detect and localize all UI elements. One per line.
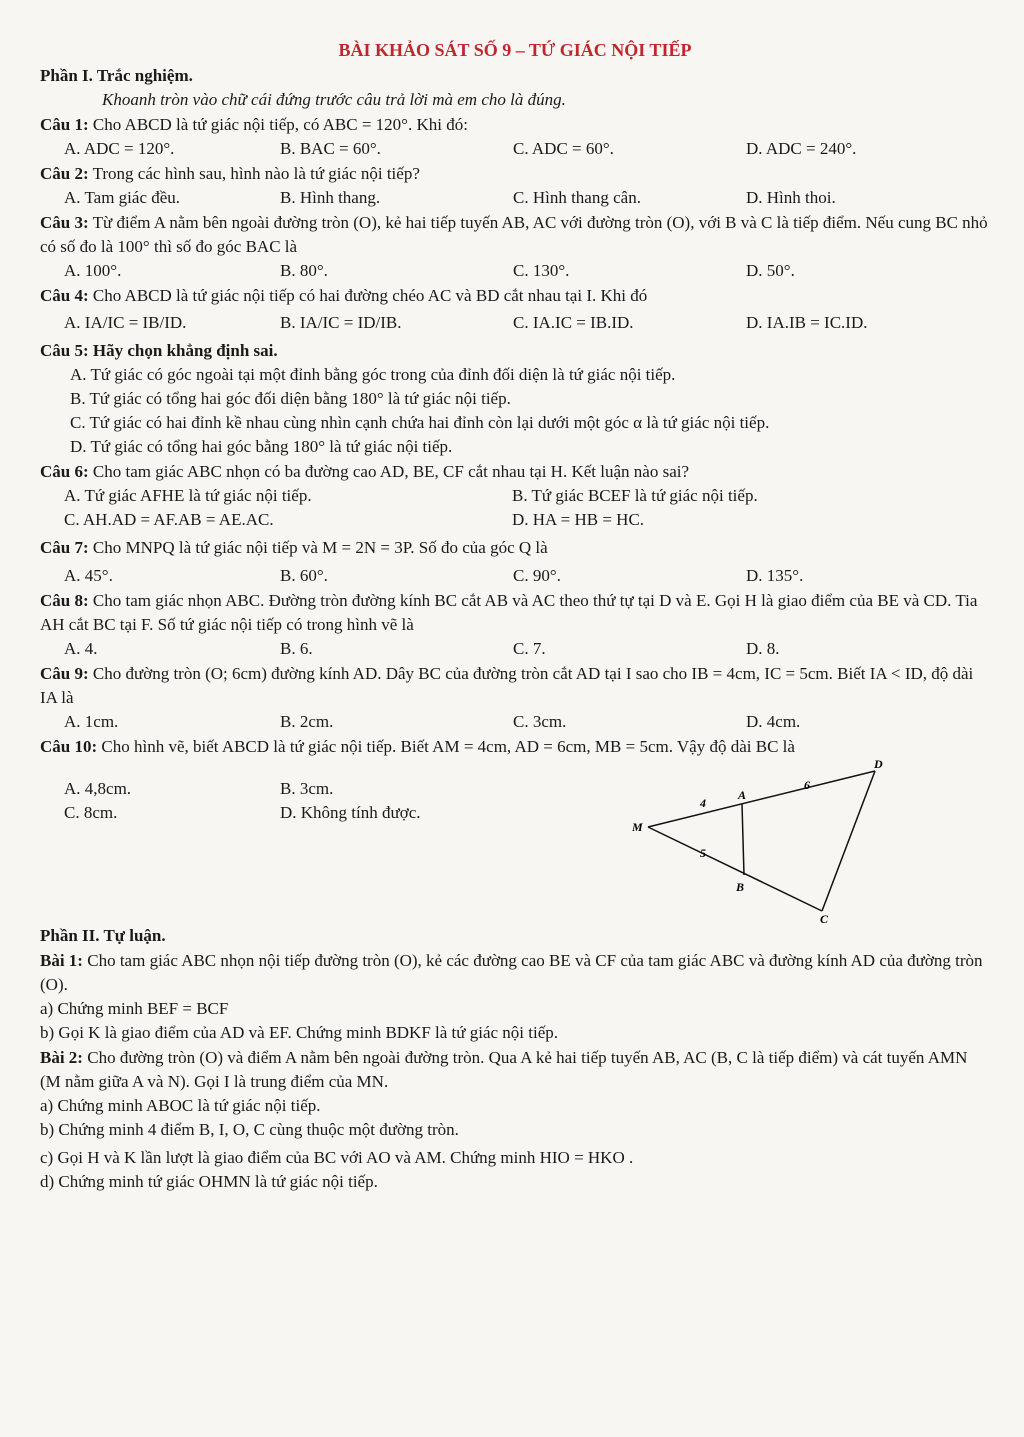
- option-b[interactable]: B. BAC = 60°.: [280, 139, 381, 158]
- option-b[interactable]: B. IA/IC = ID/IB.: [280, 313, 402, 332]
- option-d[interactable]: D. 8.: [746, 639, 780, 658]
- bai-2: [40, 1046, 990, 1094]
- option-d[interactable]: D. Không tính được.: [280, 803, 421, 822]
- segment-dc: [822, 771, 875, 911]
- worksheet-page: [40, 38, 990, 1194]
- question-6-options-row2: [40, 508, 990, 532]
- option-c[interactable]: C. IA.IC = IB.ID.: [513, 313, 634, 332]
- question-label: Câu 5:: [40, 341, 89, 360]
- segment-ab: [742, 804, 744, 875]
- option-a[interactable]: A. Tam giác đều.: [64, 188, 181, 207]
- question-7: [40, 536, 990, 560]
- option-a[interactable]: A. Tứ giác có góc ngoài tại một đỉnh bằng góc trong của đỉnh đối diện là tứ giác nội tiếp.: [70, 365, 676, 384]
- question-3: [40, 211, 990, 259]
- question-2-options: [40, 186, 990, 210]
- question-text: Trong các hình sau, hình nào là tứ giác nội tiếp?: [92, 164, 420, 183]
- option-c[interactable]: C. 130°.: [513, 261, 570, 280]
- bai-2-part-b: b) Chứng minh 4 điểm B, I, O, C cùng thuộc một đường tròn.: [40, 1120, 459, 1139]
- question-label: Câu 10:: [40, 737, 98, 756]
- bai-2-part-c: c) Gọi H và K lần lượt là giao điểm của BC với AO và AM. Chứng minh HIO = HKO .: [40, 1148, 634, 1167]
- question-10: [40, 735, 990, 759]
- bai-label: Bài 2:: [40, 1048, 83, 1067]
- option-a[interactable]: A. ADC = 120°.: [64, 139, 175, 158]
- question-1-options: [40, 137, 990, 161]
- segment-mc: [648, 827, 822, 911]
- option-c[interactable]: C. AH.AD = AF.AB = AE.AC.: [64, 510, 274, 529]
- bai-1-part-a: a) Chứng minh BEF = BCF: [40, 999, 229, 1018]
- option-b[interactable]: B. Tứ giác có tổng hai góc đối diện bằng 180° là tứ giác nội tiếp.: [70, 389, 511, 408]
- geometry-figure: [630, 759, 900, 924]
- option-b[interactable]: B. 3cm.: [280, 779, 334, 798]
- question-6-options-row1: [40, 484, 990, 508]
- option-c[interactable]: C. 8cm.: [64, 803, 118, 822]
- question-10-options: [64, 777, 496, 825]
- option-d[interactable]: D. IA.IB = IC.ID.: [746, 313, 868, 332]
- option-d[interactable]: D. Hình thoi.: [746, 188, 836, 207]
- question-1: [40, 113, 990, 137]
- option-b[interactable]: B. 2cm.: [280, 712, 334, 731]
- bai-1-part-b: b) Gọi K là giao điểm của AD và EF. Chứng minh BDKF là tứ giác nội tiếp.: [40, 1023, 559, 1042]
- question-label: Câu 1:: [40, 115, 89, 134]
- question-text: Cho tam giác ABC nhọn có ba đường cao AD, BE, CF cắt nhau tại H. Kết luận nào sai?: [92, 462, 690, 481]
- option-d[interactable]: D. Tứ giác có tổng hai góc bằng 180° là tứ giác nội tiếp.: [70, 437, 453, 456]
- label-b: B: [736, 880, 745, 894]
- option-a[interactable]: A. 4.: [64, 639, 98, 658]
- question-3-options: [40, 259, 990, 283]
- option-a[interactable]: A. Tứ giác AFHE là tứ giác nội tiếp.: [64, 486, 312, 505]
- option-c[interactable]: C. ADC = 60°.: [513, 139, 614, 158]
- question-7-options: [40, 564, 990, 588]
- label-ma-length: 4: [700, 796, 706, 810]
- bai-1: [40, 949, 990, 997]
- option-b[interactable]: B. Tứ giác BCEF là tứ giác nội tiếp.: [512, 486, 758, 505]
- question-9-options: [40, 710, 990, 734]
- question-text: Cho ABCD là tứ giác nội tiếp, có ABC = 120°. Khi đó:: [92, 115, 468, 134]
- question-text: Cho ABCD là tứ giác nội tiếp có hai đường chéo AC và BD cắt nhau tại I. Khi đó: [92, 286, 648, 305]
- part1-instruction: Khoanh tròn vào chữ cái đứng trước câu trả lời mà em cho là đúng.: [102, 90, 566, 109]
- question-text: Cho đường tròn (O; 6cm) đường kính AD. Dây BC của đường tròn cắt AD tại I sao cho IB = 4cm, IC = 5cm. Biết IA < ID, độ dài IA là: [40, 664, 974, 707]
- question-6: [40, 460, 990, 484]
- bai-2-part-d: d) Chứng minh tứ giác OHMN là tứ giác nội tiếp.: [40, 1172, 378, 1191]
- label-a: A: [738, 788, 747, 802]
- option-c[interactable]: C. Hình thang cân.: [513, 188, 641, 207]
- option-d[interactable]: D. 135°.: [746, 566, 804, 585]
- question-text: Cho MNPQ là tứ giác nội tiếp và M = 2N = 3P. Số đo của góc Q là: [92, 538, 548, 557]
- question-4: [40, 284, 990, 308]
- option-b[interactable]: B. 6.: [280, 639, 313, 658]
- option-a[interactable]: A. 1cm.: [64, 712, 119, 731]
- option-d[interactable]: D. 50°.: [746, 261, 795, 280]
- question-10-figure-area: [40, 759, 990, 924]
- question-label: Câu 7:: [40, 538, 89, 557]
- option-d[interactable]: D. HA = HB = HC.: [512, 510, 645, 529]
- question-8: [40, 589, 990, 637]
- segment-md: [648, 771, 875, 827]
- option-b[interactable]: B. Hình thang.: [280, 188, 381, 207]
- option-c[interactable]: C. 7.: [513, 639, 546, 658]
- label-ad-length: 6: [804, 778, 810, 792]
- question-8-options: [40, 637, 990, 661]
- question-5-options: [40, 363, 990, 459]
- page-title: BÀI KHẢO SÁT SỐ 9 – TỨ GIÁC NỘI TIẾP: [338, 40, 692, 60]
- option-a[interactable]: A. 4,8cm.: [64, 779, 132, 798]
- option-c[interactable]: C. Tứ giác có hai đỉnh kề nhau cùng nhìn cạnh chứa hai đỉnh còn lại dưới một góc α là tứ giác nội tiếp.: [70, 413, 770, 432]
- question-label: Câu 6:: [40, 462, 89, 481]
- option-a[interactable]: A. IA/IC = IB/ID.: [64, 313, 187, 332]
- label-c: C: [820, 912, 829, 924]
- bai-text: Cho tam giác ABC nhọn nội tiếp đường tròn (O), kẻ các đường cao BE và CF của tam giác ABC và đường kính AD của đường tròn (O).: [40, 951, 983, 994]
- question-label: Câu 3:: [40, 213, 89, 232]
- question-9: [40, 662, 990, 710]
- label-d: D: [874, 759, 883, 771]
- bai-label: Bài 1:: [40, 951, 83, 970]
- option-b[interactable]: B. 80°.: [280, 261, 328, 280]
- question-text: Cho tam giác nhọn ABC. Đường tròn đường kính BC cắt AB và AC theo thứ tự tại D và E. Gọi H là giao điểm của BE và CD. Tia AH cắt BC tại F. Số tứ giác nội tiếp có trong hình vẽ là: [40, 591, 978, 634]
- option-d[interactable]: D. ADC = 240°.: [746, 139, 857, 158]
- option-a[interactable]: A. 45°.: [64, 566, 113, 585]
- part1-heading: Phần I. Trắc nghiệm.: [40, 66, 193, 85]
- label-mb-length: 5: [700, 846, 706, 860]
- label-m: M: [632, 820, 643, 834]
- question-4-options: [40, 308, 990, 338]
- question-2: [40, 162, 990, 186]
- question-label: Câu 8:: [40, 591, 89, 610]
- question-5: [40, 339, 990, 363]
- question-text: Hãy chọn khẳng định sai.: [92, 341, 278, 360]
- question-label: Câu 2:: [40, 164, 89, 183]
- option-d[interactable]: D. 4cm.: [746, 712, 801, 731]
- bai-text: Cho đường tròn (O) và điểm A nằm bên ngoài đường tròn. Qua A kẻ hai tiếp tuyến AB, AC (B, C là tiếp điểm) và cát tuyến AMN (M nằm giữa A và N). Gọi I là trung điểm của MN.: [40, 1048, 968, 1091]
- option-c[interactable]: C. 3cm.: [513, 712, 567, 731]
- option-b[interactable]: B. 60°.: [280, 566, 328, 585]
- question-label: Câu 9:: [40, 664, 89, 683]
- option-c[interactable]: C. 90°.: [513, 566, 561, 585]
- option-a[interactable]: A. 100°.: [64, 261, 122, 280]
- question-text: Cho hình vẽ, biết ABCD là tứ giác nội tiếp. Biết AM = 4cm, AD = 6cm, MB = 5cm. Vậy độ dài BC là: [101, 737, 795, 756]
- question-text: Từ điểm A nằm bên ngoài đường tròn (O), kẻ hai tiếp tuyến AB, AC với đường tròn (O), với B và C là tiếp điểm. Nếu cung BC nhỏ có số đo là 100° thì số đo góc BAC là: [40, 213, 988, 256]
- bai-2-part-a: a) Chứng minh ABOC là tứ giác nội tiếp.: [40, 1096, 321, 1115]
- part2-heading: Phần II. Tự luận.: [40, 926, 166, 945]
- question-label: Câu 4:: [40, 286, 89, 305]
